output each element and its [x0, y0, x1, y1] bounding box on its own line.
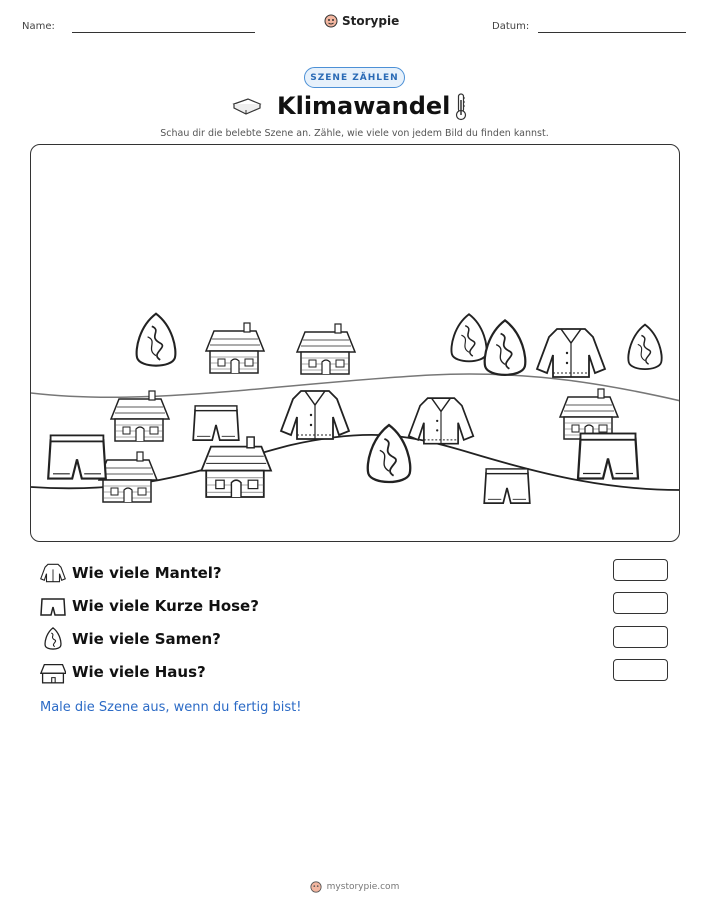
brand-name: Storypie	[342, 14, 400, 28]
house-icon	[40, 660, 66, 684]
question-text: Wie viele Mantel?	[72, 564, 222, 582]
scene-frame[interactable]	[30, 144, 680, 542]
thermometer-icon	[454, 92, 468, 122]
date-label: Datum:	[492, 21, 530, 32]
instructions: Schau dir die belebte Szene an. Zähle, wie viele von jedem Bild du finden kannst.	[160, 128, 549, 139]
activity-badge: SZENE ZÄHLEN	[304, 67, 405, 88]
brand-logo	[324, 14, 399, 28]
footer-url[interactable]: mystorypie.com	[326, 882, 400, 892]
question-house	[40, 660, 206, 684]
answer-box-house[interactable]	[613, 659, 668, 681]
coloring-note: Male die Szene aus, wenn du fertig bist!	[40, 700, 302, 715]
date-line[interactable]	[538, 32, 686, 33]
shorts-icon	[40, 594, 66, 618]
answer-box-coat[interactable]	[613, 559, 668, 581]
coat-icon	[40, 561, 66, 585]
name-line[interactable]	[72, 32, 255, 33]
scene-illustration	[31, 145, 680, 542]
question-coat	[40, 561, 222, 585]
book-icon	[232, 96, 262, 116]
question-text: Wie viele Samen?	[72, 630, 221, 648]
storypie-mascot-icon	[324, 14, 338, 28]
storypie-mascot-icon	[310, 881, 322, 893]
question-text: Wie viele Haus?	[72, 663, 206, 681]
page-title: Klimawandel	[277, 92, 451, 120]
question-text: Wie viele Kurze Hose?	[72, 597, 259, 615]
footer	[0, 881, 709, 893]
seed-icon	[40, 627, 66, 651]
question-seed	[40, 627, 221, 651]
name-label: Name:	[22, 21, 55, 32]
question-shorts	[40, 594, 259, 618]
answer-box-seed[interactable]	[613, 626, 668, 648]
answer-box-shorts[interactable]	[613, 592, 668, 614]
